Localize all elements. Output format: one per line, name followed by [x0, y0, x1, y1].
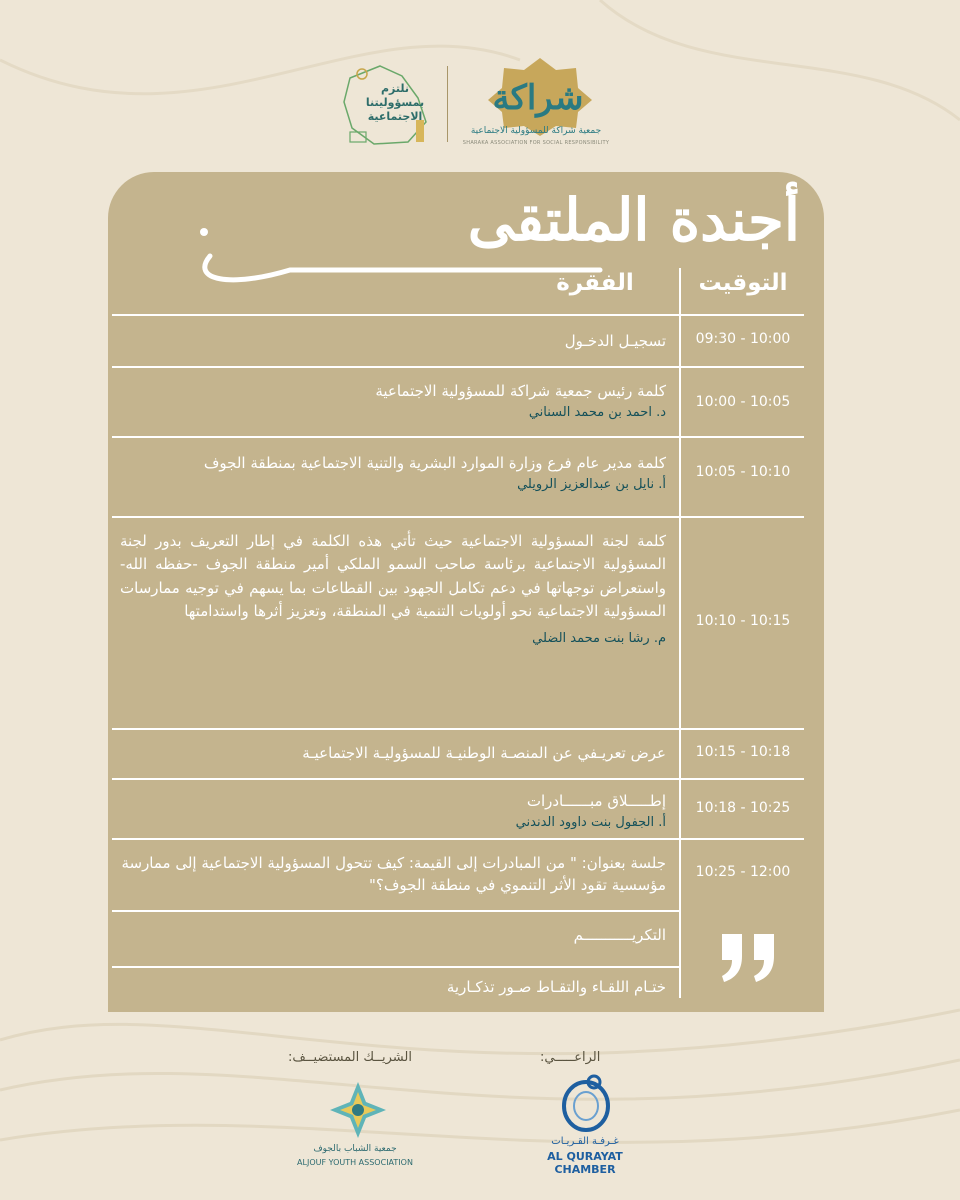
row-speaker: أ. نايل بن عبدالعزيز الرويلي [517, 477, 666, 492]
row-title: جلسة بعنوان: " من المبادرات إلى القيمة: كيف تتحول المسؤولية الاجتماعية إلى ممارسة مؤسسية تقود الأثر التنموي في منطقة الجوف؟" [121, 854, 666, 894]
row-separator [112, 728, 804, 730]
sharaka-logo-english: SHARAKA ASSOCIATION FOR SOCIAL RESPONSIBILITY [462, 140, 610, 146]
item-column-header: الفقرة [556, 270, 634, 296]
agenda-row [120, 852, 666, 896]
agenda-title: أجندة الملتقى [467, 186, 800, 254]
row-separator [112, 910, 680, 912]
agenda-row [120, 452, 666, 496]
row-speaker: د. احمد بن محمد السناني [528, 405, 666, 420]
agenda-row [120, 530, 666, 650]
sharaka-logo-name: شراكة [492, 78, 584, 118]
agenda-row [120, 330, 666, 352]
row-title: تسجيـل الدخـول [564, 332, 666, 350]
header-logos [320, 52, 620, 152]
commit-logo-text: نلتزم بمسؤوليتنا الاجتماعية [365, 82, 425, 123]
chamber-name-ar: غـرفـة القـريـات [551, 1136, 619, 1147]
row-speaker: م. رشا بنت محمد الضلي [532, 630, 666, 646]
youth-name-ar: جمعية الشباب بالجوف [313, 1144, 397, 1154]
youth-name-en: ALJOUF YOUTH ASSOCIATION [297, 1158, 413, 1167]
row-speaker: أ. الجفول بنت داوود الدندني [515, 815, 666, 830]
host-partner-label: الشريــك المستضيــف: [288, 1050, 412, 1065]
chamber-logo-icon [556, 1072, 616, 1136]
row-time: 10:25 - 12:00 [695, 864, 791, 880]
row-title: ختـام اللقـاء والتقـاط صـور تذكـارية [446, 978, 666, 996]
sponsor-label: الراعـــــي: [540, 1050, 601, 1065]
quote-mark-icon [716, 926, 780, 986]
row-separator [112, 366, 804, 368]
row-time: 10:18 - 10:25 [695, 800, 791, 816]
row-separator [112, 778, 804, 780]
row-separator [112, 516, 804, 518]
column-divider [679, 268, 681, 998]
row-time: 09:30 - 10:00 [695, 331, 791, 347]
agenda-row [120, 380, 666, 424]
agenda-row [120, 976, 666, 998]
sharaka-logo-subtitle: جمعية شراكة للمسؤولية الاجتماعية [470, 126, 602, 136]
youth-association-logo-icon [326, 1078, 390, 1142]
row-title: عرض تعريـفي عن المنصـة الوطنيـة للمسؤوليـة الاجتماعيـة [302, 744, 666, 762]
row-title: كلمة لجنة المسؤولية الاجتماعية حيث تأتي هذه الكلمة في إطار التعريف بدور لجنة المسؤولية الاجتماعية برئاسة صاحب السمو الملكي أمير منطقة الجوف -حفظه الله- واستعراض توجهاتها في دعم تكامل الجهود بين القطاعات بما يسهم في توجيه ممارسات المسؤولية الاجتماعية نحو أولويات التنمية في المنطقة، وتعزيز أثرها واستدامتها [120, 532, 666, 621]
row-title: كلمة رئيس جمعية شراكة للمسؤولية الاجتماعية [375, 382, 666, 400]
row-title: كلمة مدير عام فرع وزارة الموارد البشرية والتنية الاجتماعية بمنطقة الجوف [203, 454, 666, 472]
time-column-header: التوقيت [698, 270, 788, 296]
agenda-row [120, 742, 666, 764]
logo-divider [447, 66, 448, 142]
agenda-row [120, 790, 666, 834]
chamber-name-en: AL QURAYAT CHAMBER [547, 1150, 623, 1176]
row-separator [112, 838, 804, 840]
row-time: 10:00 - 10:05 [695, 394, 791, 410]
row-separator [112, 436, 804, 438]
row-separator [112, 314, 804, 316]
row-title: التكريـــــــــــم [573, 926, 666, 944]
row-separator [112, 966, 680, 968]
row-time: 10:10 - 10:15 [695, 613, 791, 629]
agenda-row [120, 924, 666, 946]
row-title: إطـــــلاق مبــــــادرات [526, 792, 666, 810]
row-time: 10:15 - 10:18 [695, 744, 791, 760]
row-time: 10:05 - 10:10 [695, 464, 791, 480]
